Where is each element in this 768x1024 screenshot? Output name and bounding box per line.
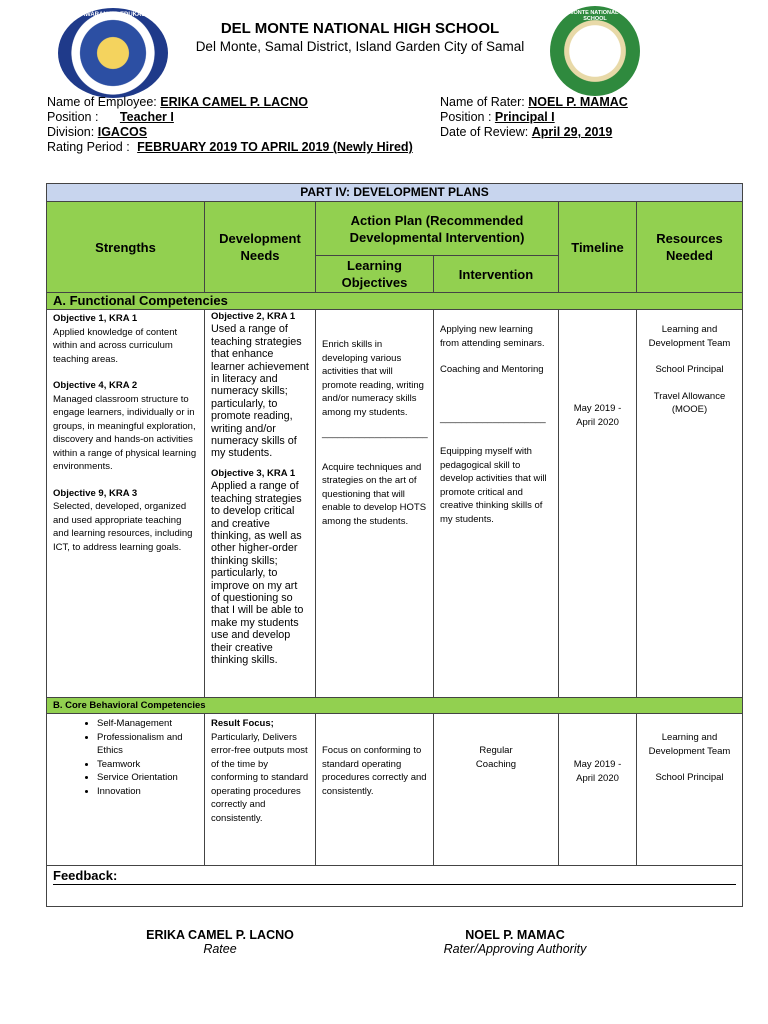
rater-position-value: Principal I [494,110,555,124]
a-objectives-cell [316,310,434,698]
a-needs-cell [205,310,316,698]
header-timeline: Timeline [559,202,637,293]
list-item: • Self-Management [97,717,198,731]
rater-info [440,95,628,140]
b-strengths-cell [47,714,205,866]
development-plan-table [46,183,743,907]
rater-position-label: Position : [440,110,492,124]
a-strength-title: Objective 9, KRA 3 [53,487,138,499]
b-resources-cell [637,714,743,866]
a-resource-text: Learning and Development Team [648,324,731,349]
a-resource-text: School Principal [655,364,724,375]
deped-seal-logo [58,8,168,98]
a-need-title: Objective 2, KRA 1 [211,311,296,322]
feedback-cell[interactable] [47,866,743,907]
employee-info [47,95,413,155]
list-item: • Service Orientation [97,771,198,785]
rater-value: NOEL P. MAMAC [528,95,628,109]
b-intervention-text: Regular Coaching [475,745,517,770]
list-item: • Professionalism and Ethics [97,731,198,758]
rater-name: NOEL P. MAMAC [465,928,565,942]
a-intervention-text: Equipping myself with pedagogical skill to develop activities that will promote critical and creative thinking skills of my students. [440,446,547,525]
a-timeline-cell [559,310,637,698]
feedback-label: Feedback: [53,868,736,885]
a-timeline-text: May 2019 - April 2020 [573,403,622,428]
b-need-title: Result Focus; [211,718,274,729]
section-b-title: B. Core Behavioral Competencies [47,698,743,714]
division-label: Division: [47,125,95,139]
a-strength-text: Applied knowledge of content within and across curriculum teaching areas. [53,326,178,365]
b-objective-text: Focus on conforming to standard operating procedures correctly and consistently. [322,745,427,797]
ratee-signature [120,928,320,956]
a-interventions-cell [434,310,559,698]
a-strength-text: Managed classroom structure to engage learners, individually or in groups, in meaningful exploration, discovery and hands-on activities within a range of physical learning environments. [53,393,197,472]
b-resource-text: Learning and Development Team [648,732,731,757]
employee-value: ERIKA CAMEL P. LACNO [160,95,308,109]
header-action-plan: Action Plan (Recommended Developmental Intervention) [316,202,559,256]
b-resource-text: School Principal [655,772,724,783]
a-need-text: Used a range of teaching strategies that enhance learner achievement in literacy and numeracy skills; particularly, to promote reading, writing and/or numeracy skills of my students. [211,323,309,460]
a-objective-text: Enrich skills in developing various activities that will promote reading, writing and/or numeracy skills among my students. [322,339,424,418]
a-resources-cell [637,310,743,698]
review-label: Date of Review: [440,125,529,139]
header-resources: Resources Needed [637,202,743,293]
school-name: DEL MONTE NATIONAL HIGH SCHOOL [220,20,500,37]
header-development-needs: Development Needs [205,202,316,293]
b-strengths-list [53,717,198,798]
a-intervention-text: Coaching and Mentoring [440,364,544,375]
part-title: PART IV: DEVELOPMENT PLANS [47,184,743,202]
a-objective-text: Acquire techniques and strategies on the art of questioning that will enable to develop HOTS among the students. [322,461,427,527]
a-intervention-text: Applying new learning from attending seminars. [440,324,545,349]
school-seal-logo [550,6,640,96]
ratee-role: Ratee [203,942,237,956]
header-strengths: Strengths [47,202,205,293]
header-intervention: Intervention [434,256,559,293]
school-address: Del Monte, Samal District, Island Garden City of Samal [195,39,525,54]
a-need-text: Applied a range of teaching strategies to develop critical and creative thinking, as well as other higher-order thinking skills; particularly, to improve on my art of questioning so that I will be able to make my students use and develop their creative thinking skills. [211,480,304,666]
a-resource-text: Travel Allowance (MOOE) [653,390,726,415]
employee-label: Name of Employee: [47,95,157,109]
period-value: FEBRUARY 2019 TO APRIL 2019 (Newly Hired) [137,140,413,154]
b-objective-cell [316,714,434,866]
section-a-title: A. Functional Competencies [47,293,743,310]
rater-role: Rater/Approving Authority [443,942,587,956]
b-timeline-text: May 2019 - April 2020 [573,759,622,784]
logo-right-text: DEL MONTE NATIONAL HIGH SCHOOL [556,10,634,22]
rater-signature [400,928,630,956]
a-strengths-cell [47,310,205,698]
b-need-text: Particularly, Delivers error-free outputs most of the time by conforming to standard operating procedures correctly and consistently. [211,731,309,824]
a-strength-title: Objective 1, KRA 1 [53,313,138,324]
a-need-title: Objective 3, KRA 1 [211,467,296,479]
division-value: IGACOS [97,125,148,139]
b-timeline-cell [559,714,637,866]
position-label: Position : [47,110,99,124]
list-item: • Innovation [97,785,198,799]
divider-line: ____________________ [322,428,428,439]
ratee-name: ERIKA CAMEL P. LACNO [146,928,294,942]
b-needs-cell [205,714,316,866]
review-value: April 29, 2019 [531,125,613,139]
a-strength-title: Objective 4, KRA 2 [53,380,138,391]
logo-left-text: KAGAWARAN NG EDUKASYON [67,12,159,18]
a-strength-text: Selected, developed, organized and used appropriate teaching and learning resources, including ICT, to address learning goals. [53,501,193,553]
rater-label: Name of Rater: [440,95,525,109]
divider-line: ____________________ [440,412,546,424]
position-value: Teacher I [119,110,174,124]
header-learning-objectives: Learning Objectives [316,256,434,293]
b-intervention-cell [434,714,559,866]
period-label: Rating Period : [47,140,130,154]
list-item: • Teamwork [97,758,198,772]
